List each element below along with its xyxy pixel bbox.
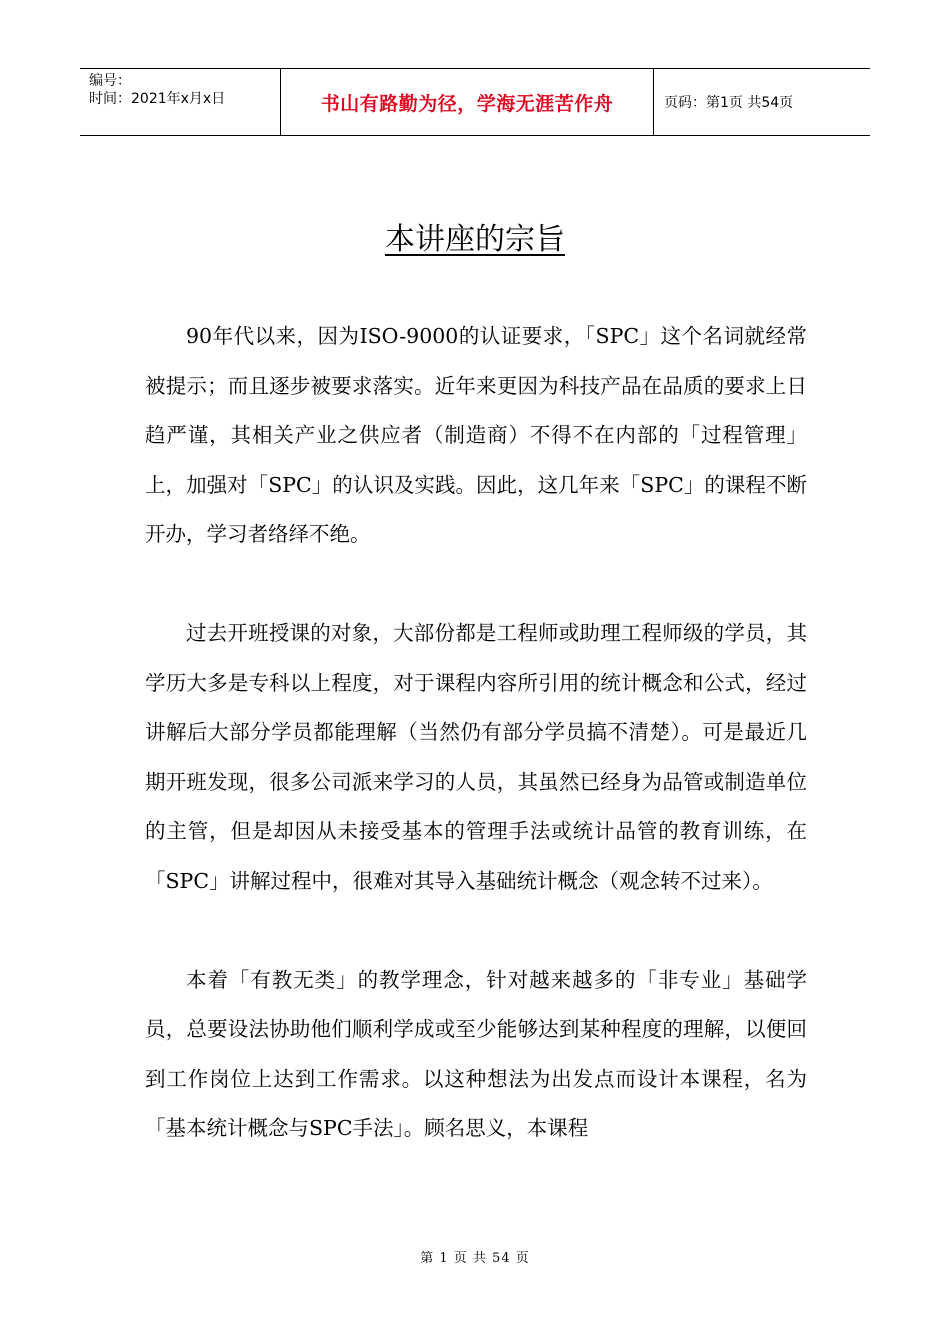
document-time-label: 时间：2021年x月x日 — [89, 91, 226, 107]
header-motto: 书山有路勤为径，学海无涯苦作舟 — [320, 92, 614, 115]
document-header — [80, 68, 870, 136]
paragraph-3: 本着「有教无类」的教学理念，针对越来越多的「非专业」基础学员，总要设法协助他们顺利学成或至少能够达到某种程度的理解，以便回到工作岗位上达到工作需求。以这种想法为出发点而设计本课程，名为「基本统计概念与SPC手法」。顾名思义，本课程 — [145, 967, 807, 1140]
header-page-info: 页码：第1页 共54页 — [664, 95, 794, 111]
header-motto-cell — [281, 69, 654, 135]
page-footer — [0, 1247, 950, 1266]
footer-page-number: 第 1 页 共 54 页 — [420, 1251, 530, 1266]
header-meta-cell — [80, 69, 281, 135]
paragraph-2: 过去开班授课的对象，大部份都是工程师或助理工程师级的学员，其学历大多是专科以上程度，对于课程内容所引用的统计概念和公式，经过讲解后大部分学员都能理解（当然仍有部分学员搞不清楚）。可是最近几期开班发现，很多公司派来学习的人员，其虽然已经身为品管或制造单位的主管，但是却因从未接受基本的管理手法或统计品管的教育训练，在「SPC」讲解过程中，很难对其导入基础统计概念（观念转不过来）。 — [145, 621, 807, 893]
document-body — [145, 312, 807, 1203]
document-number-label: 编号： — [89, 73, 131, 89]
page-title-container — [0, 214, 950, 258]
page-title: 本讲座的宗旨 — [385, 222, 565, 257]
paragraph-1: 90年代以来，因为ISO-9000的认证要求，「SPC」这个名词就经常被提示；而且逐步被要求落实。近年来更因为科技产品在品质的要求上日趋严谨，其相关产业之供应者（制造商）不得不在内部的「过程管理」上，加强对「SPC」的认识及实践。因此，这几年来「SPC」的课程不断开办，学习者络绎不绝。 — [145, 324, 807, 546]
header-page-cell — [654, 69, 870, 135]
